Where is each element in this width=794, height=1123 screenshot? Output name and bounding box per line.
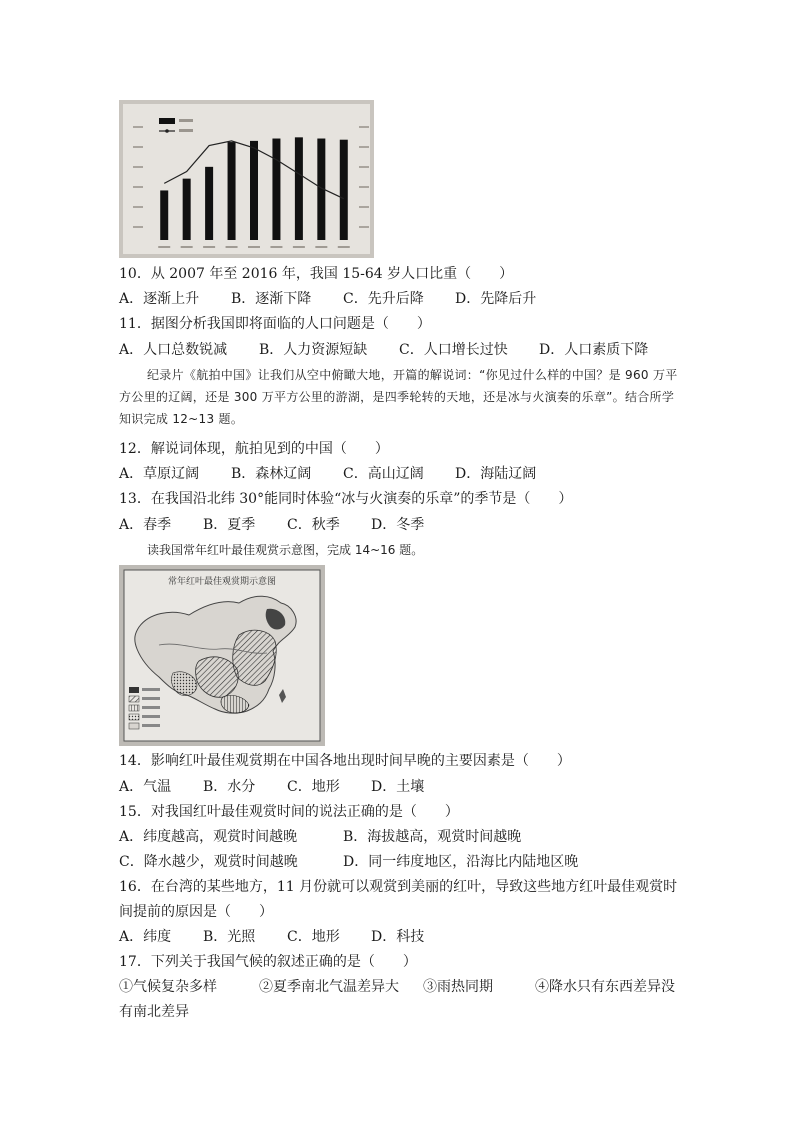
q16-option-a[interactable]: A．纬度 [119, 929, 172, 945]
x-tick-1 [181, 246, 193, 248]
q13-option-d[interactable]: D．冬季 [371, 517, 425, 533]
y-tick-right-0 [359, 126, 369, 128]
q11-option-d[interactable]: D．人口素质下降 [539, 342, 649, 358]
q13-option-a[interactable]: A．春季 [119, 517, 172, 533]
q10-option-d[interactable]: D．先降后升 [455, 291, 537, 307]
q13-options [119, 515, 679, 535]
bar-6 [295, 137, 303, 240]
red-leaf-map-photo [119, 565, 325, 746]
y-tick-left-0 [133, 126, 143, 128]
x-tick-6 [293, 246, 305, 248]
bar-2 [205, 167, 213, 240]
q11-option-b[interactable]: B．人力资源短缺 [259, 342, 368, 358]
x-tick-7 [315, 246, 327, 248]
q11-stem: 11．据图分析我国即将面临的人口问题是（ ） [119, 316, 431, 332]
q14-options [119, 777, 679, 797]
q15-options-row1 [119, 827, 679, 847]
bar-3 [228, 142, 236, 240]
q14-option-d[interactable]: D．土壤 [371, 779, 425, 795]
y-tick-left-1 [133, 146, 143, 148]
x-tick-8 [338, 246, 350, 248]
bar-0 [160, 190, 168, 240]
q16-option-b[interactable]: B．光照 [203, 929, 256, 945]
y-tick-right-2 [359, 166, 369, 168]
q17-option-3[interactable]: ③雨热同期 [423, 979, 493, 995]
bar-1 [183, 179, 191, 240]
q17-options [119, 977, 679, 997]
q15-stem: 15．对我国红叶最佳观赏时间的说法正确的是（ ） [119, 804, 459, 820]
q10-option-a[interactable]: A．逐渐上升 [119, 291, 200, 307]
bar-5 [272, 139, 280, 240]
q12-option-a[interactable]: A．草原辽阔 [119, 466, 200, 482]
q12-options [119, 464, 679, 484]
q16-stem-line2: 间提前的原因是（ ） [119, 904, 273, 920]
q14-option-a[interactable]: A．气温 [119, 779, 172, 795]
q16-options [119, 927, 679, 947]
q10-options [119, 289, 679, 309]
q12-option-b[interactable]: B．森林辽阔 [231, 466, 312, 482]
y-tick-right-1 [359, 146, 369, 148]
y-tick-right-5 [359, 226, 369, 228]
q17-option-1[interactable]: ①气候复杂多样 [119, 979, 217, 995]
y-tick-right-3 [359, 186, 369, 188]
red-leaf-map [119, 565, 325, 746]
x-tick-5 [270, 246, 282, 248]
intro-q14-16: 读我国常年红叶最佳观赏示意图，完成 14~16 题。 [147, 543, 424, 557]
q13-option-c[interactable]: C．秋季 [287, 517, 340, 533]
x-tick-0 [158, 246, 170, 248]
x-tick-4 [248, 246, 260, 248]
y-tick-left-2 [133, 166, 143, 168]
passage-aerial-china: 纪录片《航拍中国》让我们从空中俯瞰大地，开篇的解说词：“你见过什么样的中国？是 960 万平方公里的辽阔，还是 300 万平方公里的游湖，是四季轮转的天地，还是冰与火演奏的乐章”。结合所学知识完成 12~13 题。 [119, 368, 678, 426]
q16-option-d[interactable]: D．科技 [371, 929, 425, 945]
q17-option-4-cont: 有南北差异 [119, 1004, 189, 1020]
q17-stem: 17．下列关于我国气候的叙述正确的是（ ） [119, 954, 417, 970]
q13-stem: 13．在我国沿北纬 30°能同时体验“冰与火演奏的乐章”的季节是（ ） [119, 491, 573, 507]
y-tick-right-4 [359, 206, 369, 208]
bar-4 [250, 141, 258, 240]
map-title: 常年红叶最佳观赏期示意图 [167, 577, 277, 587]
q17-option-2[interactable]: ②夏季南北气温差异大 [259, 979, 399, 995]
q15-option-d[interactable]: D．同一纬度地区，沿海比内陆地区晚 [343, 854, 579, 870]
bar-8 [340, 140, 348, 240]
q12-option-d[interactable]: D．海陆辽阔 [455, 466, 537, 482]
population-chart [119, 100, 374, 258]
q11-options [119, 340, 679, 360]
q11-option-a[interactable]: A．人口总数锐减 [119, 342, 228, 358]
q14-option-c[interactable]: C．地形 [287, 779, 340, 795]
q15-option-a[interactable]: A．纬度越高，观赏时间越晚 [119, 829, 298, 845]
y-tick-left-5 [133, 226, 143, 228]
q15-options-row2 [119, 852, 679, 872]
q15-option-b[interactable]: B．海拔越高，观赏时间越晚 [343, 829, 522, 845]
q13-option-b[interactable]: B．夏季 [203, 517, 256, 533]
q11-option-c[interactable]: C．人口增长过快 [399, 342, 508, 358]
q17-option-4[interactable]: ④降水只有东西差异没 [535, 979, 675, 995]
y-tick-left-4 [133, 206, 143, 208]
q12-option-c[interactable]: C．高山辽阔 [343, 466, 424, 482]
q10-stem: 10．从 2007 年至 2016 年，我国 15-64 岁人口比重（ ） [119, 266, 514, 282]
q12-stem: 12．解说词体现，航拍见到的中国（ ） [119, 441, 389, 457]
y-tick-left-3 [133, 186, 143, 188]
q15-option-c[interactable]: C．降水越少，观赏时间越晚 [119, 854, 298, 870]
q10-option-b[interactable]: B．逐渐下降 [231, 291, 312, 307]
x-tick-3 [226, 246, 238, 248]
x-axis-ticks [158, 246, 350, 248]
q14-stem: 14．影响红叶最佳观赏期在中国各地出现时间早晚的主要因素是（ ） [119, 753, 571, 769]
q16-stem-line1: 16．在台湾的某些地方，11 月份就可以观赏到美丽的红叶，导致这些地方红叶最佳观赏时 [119, 879, 678, 895]
q16-option-c[interactable]: C．地形 [287, 929, 340, 945]
x-tick-2 [203, 246, 215, 248]
q10-option-c[interactable]: C．先升后降 [343, 291, 424, 307]
population-chart-photo [119, 100, 374, 258]
q14-option-b[interactable]: B．水分 [203, 779, 256, 795]
